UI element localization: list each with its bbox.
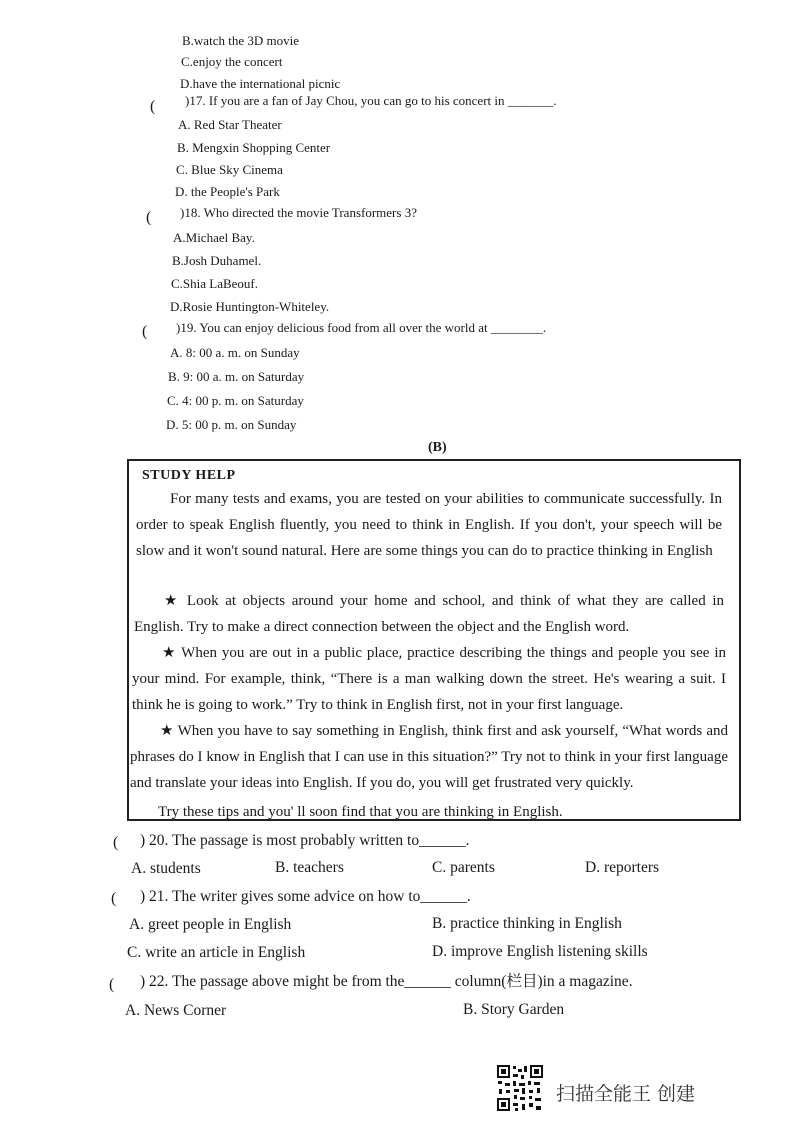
q21-answer-bracket: (: [111, 890, 117, 907]
q17-option-a: A. Red Star Theater: [178, 117, 282, 132]
q17-option-d: D. the People's Park: [175, 184, 280, 199]
q20-option-c: C. parents: [432, 859, 495, 876]
q19-option-d: D. 5: 00 p. m. on Sunday: [166, 417, 297, 432]
q22-option-b: B. Story Garden: [463, 1001, 565, 1018]
q17-stem: )17. If you are a fan of Jay Chou, you can go to his concert in _______.: [185, 93, 557, 108]
qr-code-icon: [496, 1064, 544, 1112]
q16-option-b: B.watch the 3D movie: [182, 33, 299, 48]
q20-option-d: D. reporters: [585, 859, 660, 876]
q16-option-d: D.have the international picnic: [180, 76, 341, 91]
passage-paragraph-tip-2: ★ When you are out in a public place, practice describing the things and people you see in your mind. For example, think, “There is a man walking down the street. He's wearing a suit. I think he is going to work.” Try to think in English first, not in your first language.: [132, 645, 726, 713]
q17-answer-bracket: (: [150, 98, 156, 115]
q22-answer-bracket: (: [109, 976, 115, 993]
q19-stem: )19. You can enjoy delicious food from all over the world at ________.: [176, 320, 547, 335]
q21-option-a: A. greet people in English: [129, 916, 292, 933]
passage-paragraph-tip-3: ★ When you have to say something in English, think first and ask yourself, “What words and phrases do I know in English that I can use in this situation?” Try not to think in your first language and translate your ideas into English. If you do, you will get frustrated very quickly.: [130, 723, 728, 791]
q21-option-d: D. improve English listening skills: [432, 943, 648, 960]
passage-paragraph-intro: For many tests and exams, you are tested on your abilities to communicate successfully. In order to speak English fluently, you need to think in English. If you don't, your speech will be slow and it won't sound natural. Here are some things you can do to practice thinking in English: [136, 491, 722, 559]
q18-answer-bracket: (: [146, 209, 152, 226]
q19-option-b: B. 9: 00 a. m. on Saturday: [168, 369, 305, 384]
q19-option-a: A. 8: 00 a. m. on Sunday: [170, 345, 300, 360]
q16-option-c: C.enjoy the concert: [181, 54, 283, 69]
q18-stem: )18. Who directed the movie Transformers 3?: [180, 205, 417, 220]
q20-stem: ) 20. The passage is most probably written to______.: [140, 832, 470, 849]
q19-answer-bracket: (: [142, 323, 148, 340]
q21-option-c: C. write an article in English: [127, 944, 306, 961]
q20-option-a: A. students: [131, 860, 201, 877]
scanner-watermark-text: 扫描全能王 创建: [556, 1083, 696, 1105]
section-b-label: (B): [428, 440, 447, 455]
q17-option-c: C. Blue Sky Cinema: [176, 162, 283, 177]
q18-option-b: B.Josh Duhamel.: [172, 253, 262, 268]
q18-option-a: A.Michael Bay.: [173, 230, 255, 245]
passage-paragraph-tip-1: ★ Look at objects around your home and school, and think of what they are called in English. Try to make a direct connection between the object and the English word.: [134, 593, 724, 635]
q20-answer-bracket: (: [113, 834, 119, 851]
q17-option-b: B. Mengxin Shopping Center: [177, 140, 331, 155]
q22-option-a: A. News Corner: [125, 1002, 227, 1019]
passage-paragraph-closing: Try these tips and you' ll soon find that you are thinking in English.: [158, 804, 563, 820]
q22-stem: ) 22. The passage above might be from the______ column(栏目)in a magazine.: [140, 973, 633, 990]
q21-option-b: B. practice thinking in English: [432, 915, 622, 932]
q21-stem: ) 21. The writer gives some advice on how to______.: [140, 888, 471, 905]
passage-title: STUDY HELP: [142, 468, 236, 483]
q19-option-c: C. 4: 00 p. m. on Saturday: [167, 393, 304, 408]
q20-option-b: B. teachers: [275, 859, 344, 876]
q18-option-c: C.Shia LaBeouf.: [171, 276, 259, 291]
q18-option-d: D.Rosie Huntington-Whiteley.: [170, 299, 330, 314]
